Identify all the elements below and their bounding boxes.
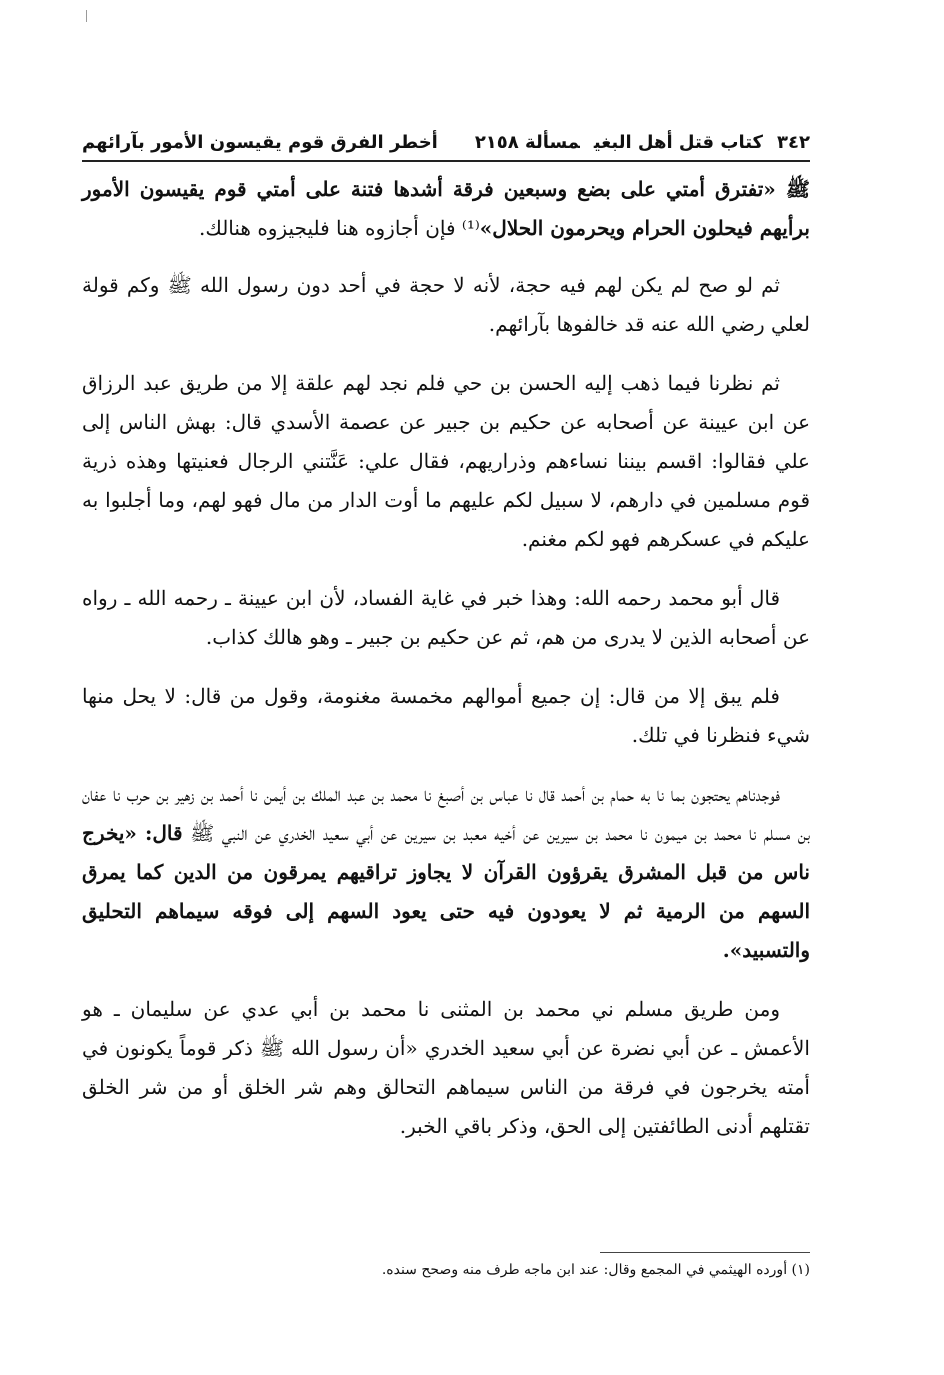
paragraph-3-text: ثم نظرنا فيما ذهب إليه الحسن بن حي فلم نجد لهم علقة إلا من طريق عبد الرزاق عن ابن عيينة عن أصحابه عن حكيم بن جبير عن عصمة الأسدي قال: بهش الناس إلى علي فقالوا: اقسم بيننا نساءهم وذراريهم، فقال علي: عَنَّتني الرجال فعنيتها وهذه ذرية قوم مسلمين في دارهم، لا سبيل لكم عليهم ما أوت الدار من مال فهو لهم، وما أجلبوا به عليكم في عسكرهم فهو لكم مغنم. [82, 371, 811, 551]
paragraph-4 [82, 579, 810, 657]
paragraph-5 [82, 677, 810, 755]
footnote-text: (١) أورده الهيثمي في المجمع وقال: عند ابن ماجه طرف منه وصحح سنده. [381, 1262, 810, 1278]
footnote [82, 1258, 810, 1282]
paragraph-5-text: فلم يبق إلا من قال: إن جميع أموالهم مخمسة مغنومة، وقول من قال: لا يحل منها شيء فنظرنا في تلك. [82, 684, 810, 747]
paragraph-1-text: ⁽¹⁾ فإن أجازوه هنا فليجيزوه هنالك. [198, 216, 480, 240]
paragraph-6-text: فوجدناهم يحتجون بما نا به حمام بن أحمد قال نا عباس بن أصبغ نا محمد بن عبد الملك بن أيمن نا أحمد بن زهير بن حرب نا عفان بن مسلم نا محمد بن ميمون نا محمد بن سيرين عن أخيه معبد بن سيرين عن أبي سعيد الخدري عن النبي ﷺ [82, 782, 811, 845]
main-text [82, 170, 810, 1166]
hadith-quote: ﷺ «تفترق أمتي على بضع وسبعين فرقة أشدها فتنة على أمتي قوم يقيسون الأمور برأيهم فيحلون الحرام ويحرمون الحلال» [82, 177, 811, 240]
paragraph-2-text: ثم لو صح لم يكن لهم فيه حجة، لأنه لا حجة في أحد دون رسول الله ﷺ وكم قولة لعلي رضي الله عنه قد خالفوها بآرائهم. [82, 273, 810, 336]
running-header [82, 128, 810, 158]
issue-label: مسألة ٢١٥٨ [474, 132, 580, 153]
hadith-quote-2: قال: «يخرج ناس من قبل المشرق يقرؤون القرآن لا يجاوز تراقيهم يمرقون من الدين كما يمرق السهم من الرمية ثم لا يعودون فيه حتى يعود السهم إلى فوقه سيماهم التحليق والتسبيد». [82, 821, 810, 962]
paragraph-2 [82, 266, 810, 344]
running-title: أخطر الفرق قوم يقيسون الأمور بآرائهم [82, 132, 438, 153]
header-right-group [461, 128, 810, 158]
paragraph-1 [82, 170, 810, 248]
paragraph-4-text: قال أبو محمد رحمه الله: وهذا خبر في غاية الفساد، لأن ابن عيينة ـ رحمه الله ـ رواه عن أصحابه الذين لا يدرى من هم، ثم عن حكيم بن جبير ـ وهو هالك كذاب. [82, 586, 810, 649]
footnote-separator [600, 1252, 810, 1253]
header-rule [82, 160, 810, 162]
paragraph-6 [82, 775, 810, 970]
scan-mark [86, 10, 87, 22]
paragraph-7 [82, 990, 810, 1146]
book-title: كتاب قتل أهل البغي [593, 132, 764, 153]
page-number: ٣٤٢ [777, 132, 810, 153]
paragraph-3 [82, 364, 810, 559]
paragraph-7-text: ومن طريق مسلم ني محمد بن المثنى نا محمد بن أبي عدي عن سليمان ـ هو الأعمش ـ عن أبي نضرة عن أبي سعيد الخدري «أن رسول الله ﷺ ذكر قوماً يكونون في أمته يخرجون في فرقة من الناس سيماهم التحالق وهم شر الخلق أو من شر الخلق تقتلهم أدنى الطائفتين إلى الحق، وذكر باقي الخبر. [82, 997, 810, 1138]
